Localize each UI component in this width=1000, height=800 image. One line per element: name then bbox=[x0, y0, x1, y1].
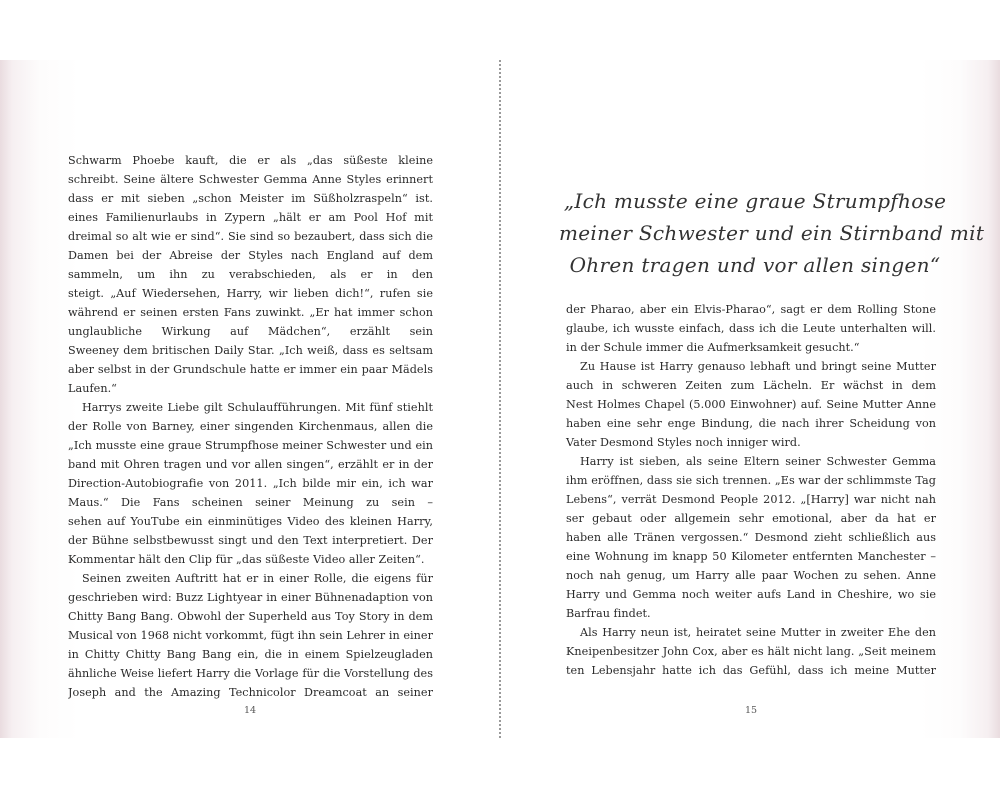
text-line: dreimal so alt wie er sind“. Sie sind so bezaubert, dass sich die bbox=[68, 230, 433, 243]
text-line: ten Lebensjahr hatte ich das Gefühl, dass ich meine Mutter bbox=[566, 664, 936, 677]
text-line: „Ich musste eine graue Strumpfhose meiner Schwester und ein bbox=[68, 439, 433, 452]
text-line: dass er mit sieben „schon Meister im Süßholzraspeln“ ist. bbox=[68, 192, 433, 205]
text-line: Barfrau findet. bbox=[566, 607, 651, 620]
pull-quote bbox=[559, 185, 985, 281]
page-number: 14 bbox=[244, 705, 257, 716]
text-line: Damen bei der Abreise der Styles nach England auf dem bbox=[68, 249, 433, 262]
text-line: Chitty Bang Bang. Obwohl der Superheld aus Toy Story in dem bbox=[68, 610, 433, 623]
text-line: Nest Holmes Chapel (5.000 Einwohner) auf. Seine Mutter Anne bbox=[566, 398, 936, 411]
text-line: haben eine sehr enge Bindung, die nach ihrer Scheidung von bbox=[566, 417, 936, 430]
text-line: Schwarm Phoebe kauft, die er als „das süßeste kleine bbox=[68, 154, 433, 167]
pull-quote-line: „Ich musste eine graue Strumpfhose bbox=[563, 189, 947, 213]
right-page bbox=[501, 60, 1000, 738]
text-line: Lebens“, verrät Desmond People 2012. „[Harry] war nicht nah bbox=[566, 493, 936, 506]
text-line: der Bühne selbstbewusst singt und den Text interpretiert. Der bbox=[68, 534, 433, 547]
text-line: noch nah genug, um Harry alle paar Wochen zu sehen. Anne bbox=[566, 569, 936, 582]
text-line: schreibt. Seine ältere Schwester Gemma Anne Styles erinnert bbox=[68, 173, 433, 186]
text-line: ser gebaut oder allgemein sehr emotional, aber da hat er bbox=[566, 512, 936, 525]
text-line: haben alle Tränen vergossen.“ Desmond zieht schließlich aus bbox=[566, 531, 936, 544]
text-line: Maus.“ Die Fans scheinen seiner Meinung zu sein – bbox=[68, 496, 433, 509]
text-line: band mit Ohren tragen und vor allen singen“, erzählt er in der bbox=[68, 458, 433, 471]
text-line: eine Wohnung im knapp 50 Kilometer entfernten Manchester – bbox=[566, 550, 936, 563]
right-page-body bbox=[566, 300, 936, 680]
text-line: Direction-Autobiografie von 2011. „Ich bilde mir ein, ich war bbox=[68, 477, 433, 490]
text-line: in der Schule immer die Aufmerksamkeit gesucht.“ bbox=[566, 341, 860, 354]
text-line: in Chitty Chitty Bang Bang ein, die in einem Spielzeugladen bbox=[68, 648, 433, 661]
text-line: steigt. „Auf Wiedersehen, Harry, wir lieben dich!“, rufen sie bbox=[68, 287, 433, 300]
text-line: Seinen zweiten Auftritt hat er in einer Rolle, die eigens für bbox=[82, 572, 433, 585]
page-number: 15 bbox=[745, 705, 758, 716]
left-page-body bbox=[68, 151, 433, 702]
text-line: sammeln, um ihn zu verabschieden, als er in den bbox=[68, 268, 433, 281]
text-line: ähnliche Weise liefert Harry die Vorlage für die Vorstellung des bbox=[68, 667, 433, 680]
text-line: der Rolle von Barney, einer singenden Kirchenmaus, allen die bbox=[68, 420, 433, 433]
book-spread bbox=[0, 60, 1000, 738]
pull-quote-line: meiner Schwester und ein Stirnband mit bbox=[559, 221, 985, 245]
text-line: Kneipenbesitzer John Cox, aber es hält nicht lang. „Seit meinem bbox=[566, 645, 936, 658]
text-line: während er seinen ersten Fans zuwinkt. „Er hat immer schon bbox=[68, 306, 433, 319]
text-line: aber selbst in der Grundschule hatte er immer ein paar Mädels bbox=[68, 363, 433, 376]
text-line: der Pharao, aber ein Elvis-Pharao“, sagt er dem Rolling Stone bbox=[566, 303, 936, 316]
text-line: unglaubliche Wirkung auf Mädchen“, erzählt sein bbox=[68, 325, 433, 338]
text-line: Zu Hause ist Harry genauso lebhaft und bringt seine Mutter bbox=[580, 360, 936, 373]
text-line: ihm eröffnen, dass sie sich trennen. „Es war der schlimmste Tag bbox=[566, 474, 936, 487]
text-line: glaube, ich wusste einfach, dass ich die Leute unterhalten will. bbox=[566, 322, 936, 335]
pull-quote-line: Ohren tragen und vor allen singen“ bbox=[569, 253, 941, 277]
text-line: Sweeney dem britischen Daily Star. „Ich weiß, dass es seltsam bbox=[68, 344, 433, 357]
text-line: eines Familienurlaubs in Zypern „hält er am Pool Hof mit bbox=[68, 211, 433, 224]
text-line: Harry und Gemma noch weiter aufs Land in Cheshire, wo sie bbox=[566, 588, 936, 601]
text-line: Musical von 1968 nicht vorkommt, fügt ihn sein Lehrer in einer bbox=[68, 629, 433, 642]
text-line: Harrys zweite Liebe gilt Schulaufführungen. Mit fünf stiehlt bbox=[82, 401, 433, 414]
left-page bbox=[0, 60, 499, 738]
text-line: Vater Desmond Styles noch inniger wird. bbox=[566, 436, 801, 449]
text-line: Als Harry neun ist, heiratet seine Mutter in zweiter Ehe den bbox=[580, 626, 936, 639]
text-line: auch in schweren Zeiten zum Lächeln. Er wächst in dem bbox=[566, 379, 936, 392]
text-line: Joseph and the Amazing Technicolor Dreamcoat an seiner bbox=[68, 686, 433, 699]
text-line: Harry ist sieben, als seine Eltern seiner Schwester Gemma bbox=[580, 455, 936, 468]
text-line: geschrieben wird: Buzz Lightyear in einer Bühnenadaption von bbox=[68, 591, 433, 604]
text-line: sehen auf YouTube ein einminütiges Video des kleinen Harry, bbox=[68, 515, 433, 528]
text-line: Laufen.“ bbox=[68, 382, 117, 395]
text-line: Kommentar hält den Clip für „das süßeste Video aller Zeiten“. bbox=[68, 553, 425, 566]
